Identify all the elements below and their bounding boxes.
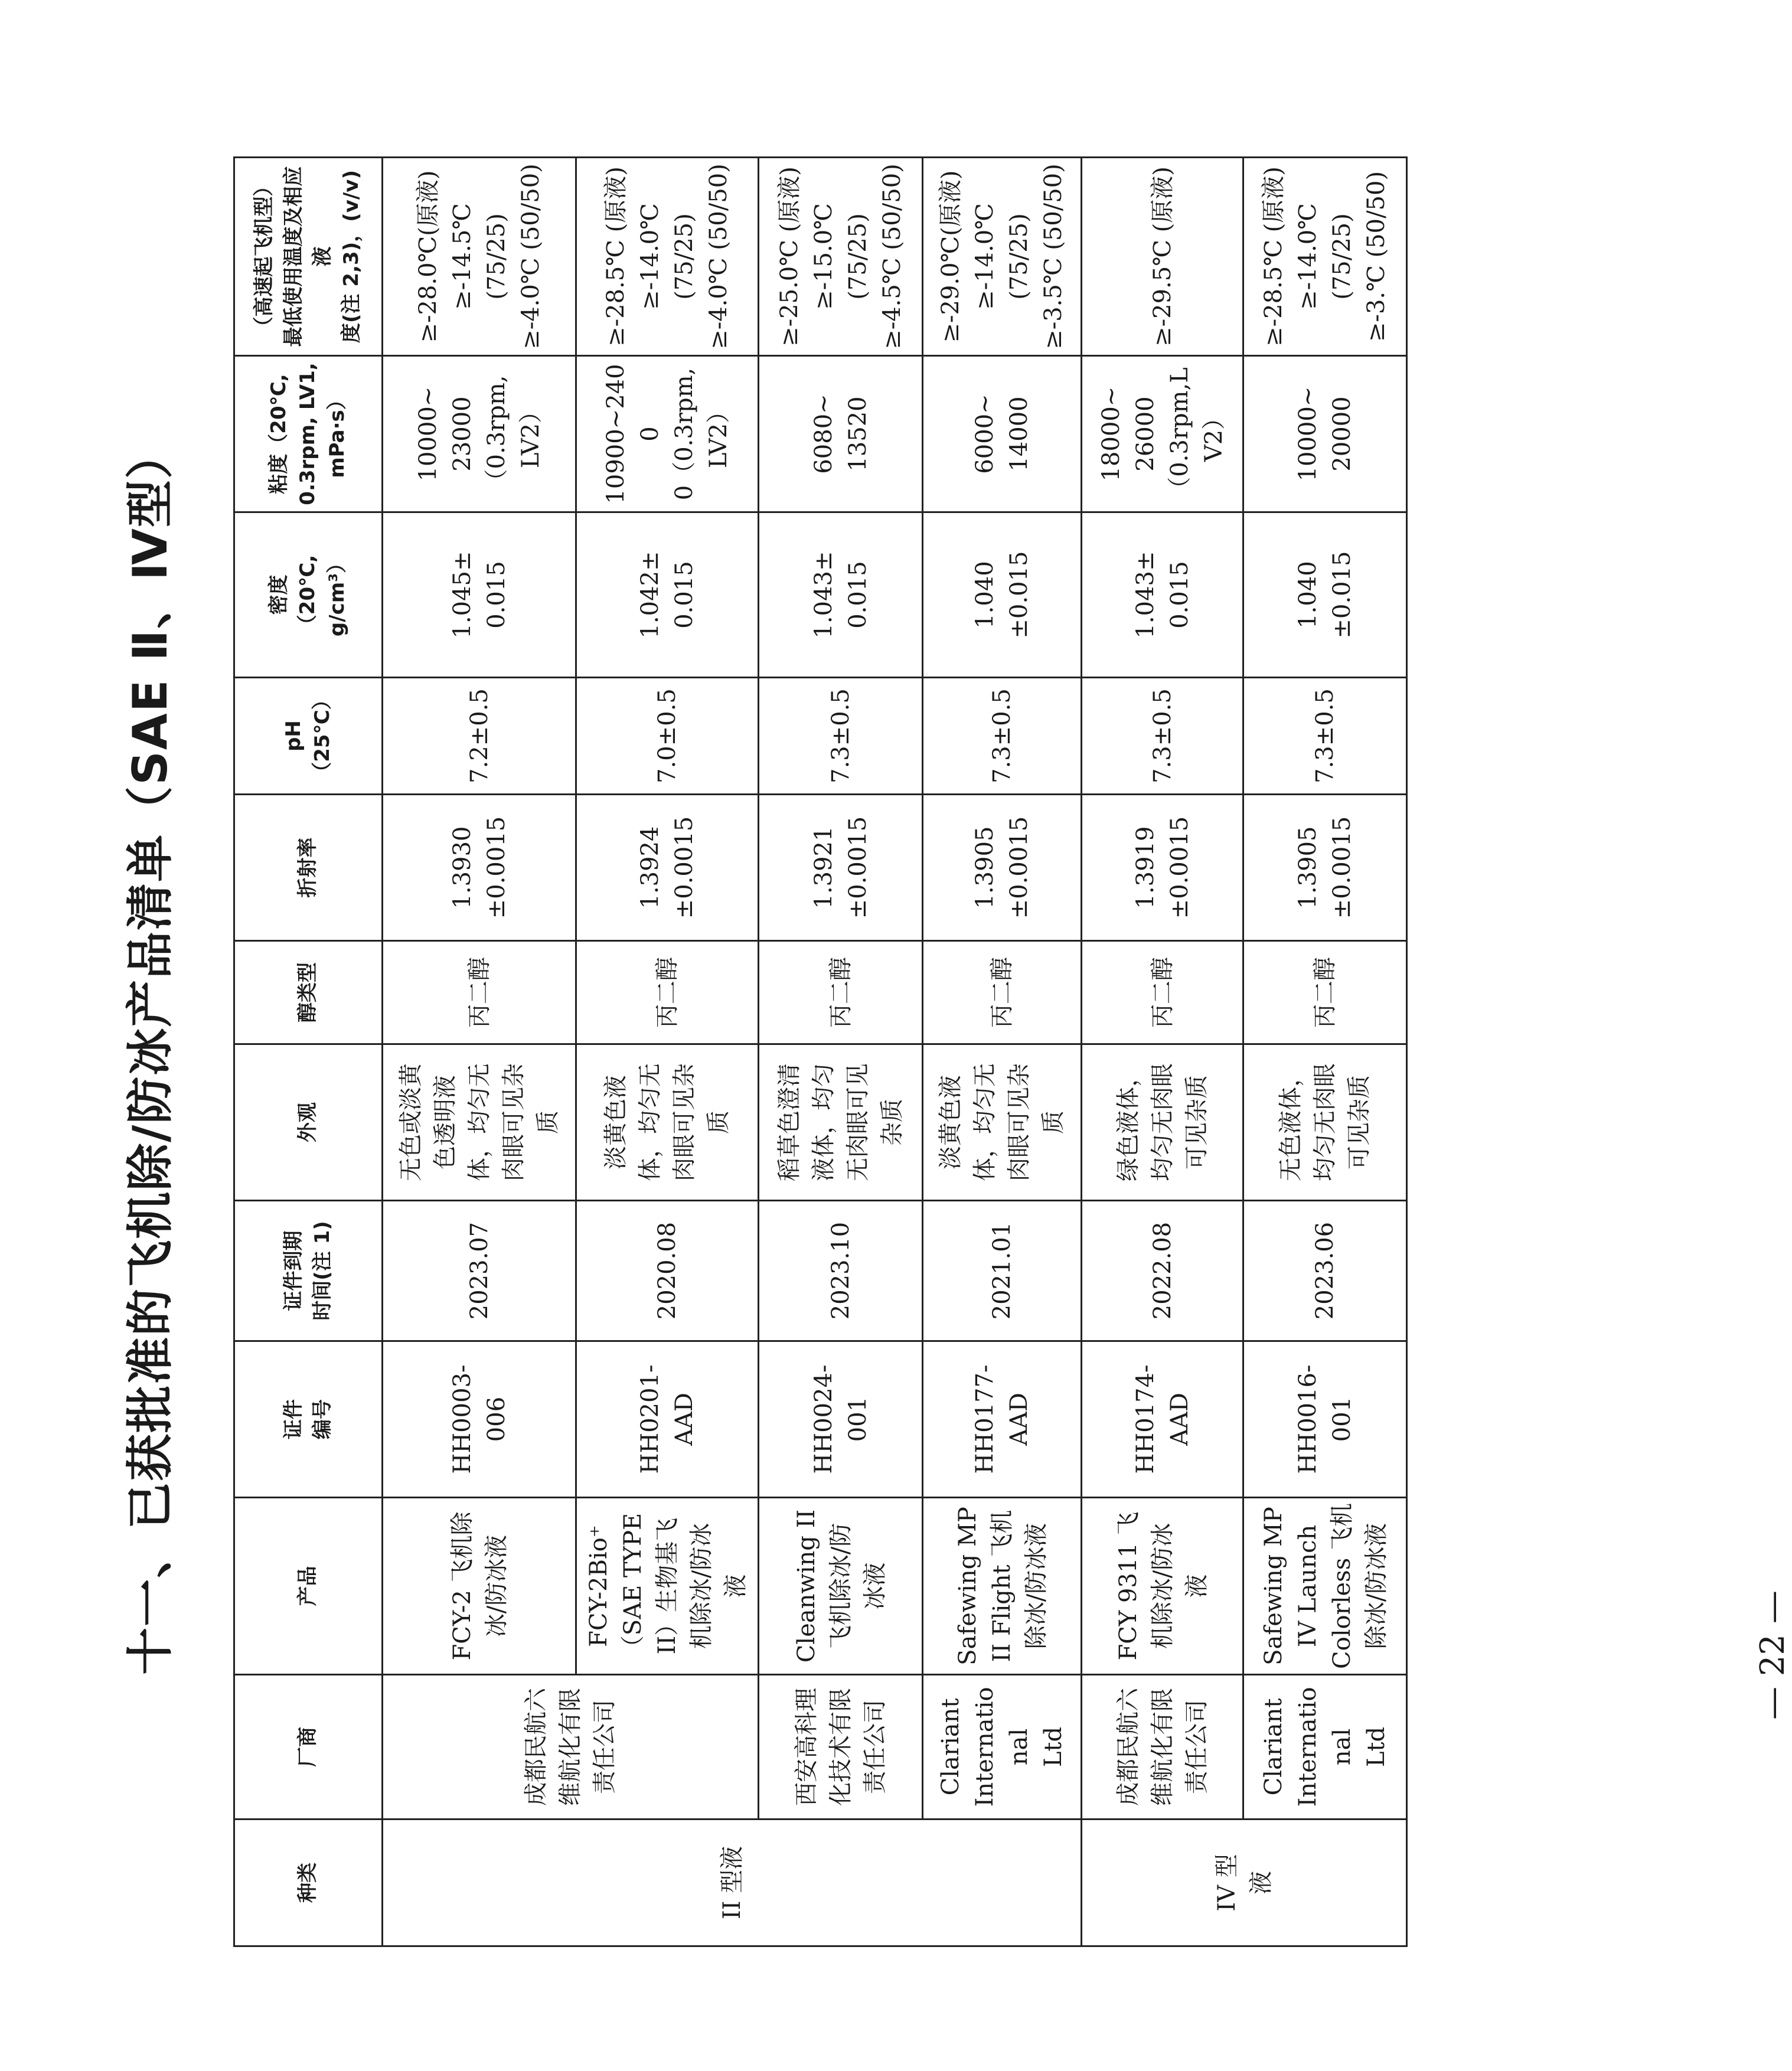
appearance-cell: 绿色液体， 均匀无肉眼 可见杂质: [1082, 1044, 1243, 1201]
rotated-page-content: [6, 158, 1792, 1947]
header-ph: pH （25℃）: [234, 678, 383, 795]
table-row: [923, 158, 1082, 1946]
ph-cell: 7.3±0.5: [1243, 678, 1407, 795]
manufacturer-cell: 成都民航六 维航化有限 责任公司: [383, 1675, 759, 1820]
appearance-cell: 淡黄色液 体，均匀无 肉眼可见杂 质: [923, 1044, 1082, 1201]
min-temp-cell: ≥-28.5℃ (原液) ≥-14.0℃ (75/25) ≥-3.℃ (50/50): [1243, 158, 1407, 356]
expiry-cell: 2023.07: [383, 1201, 576, 1341]
manufacturer-cell: Clariant International Ltd: [1243, 1675, 1407, 1820]
header-min-temp: （高速起飞机型） 最低使用温度及相应液 度(注 2,3)，(v/v): [234, 158, 383, 356]
min-temp-cell: ≥-28.0℃(原液) ≥-14.5℃ (75/25) ≥-4.0℃ (50/50): [383, 158, 576, 356]
viscosity-cell: 10000~ 23000 （0.3rpm, LV2）: [383, 356, 576, 512]
appearance-cell: 稻草色澄清 液体，均匀 无肉眼可见 杂质: [759, 1044, 923, 1201]
header-refractive: 折射率: [234, 795, 383, 941]
expiry-cell: 2023.10: [759, 1201, 923, 1341]
viscosity-cell: 10900~2400 0（0.3rpm, LV2）: [576, 356, 759, 512]
cert-no-cell: HH0201-AAD: [576, 1341, 759, 1498]
alcohol-cell: 丙二醇: [383, 941, 576, 1044]
header-type: 种类: [234, 1820, 383, 1946]
cert-no-cell: HH0003-006: [383, 1341, 576, 1498]
page-number: — 22 —: [1754, 1590, 1792, 1720]
type-cell: II 型液: [383, 1820, 1082, 1946]
refractive-cell: 1.3905 ±0.0015: [923, 795, 1082, 941]
refractive-cell: 1.3921 ±0.0015: [759, 795, 923, 941]
page-title: 十一、已获批准的飞机除/防冰产品清单（SAE Ⅱ、Ⅳ型）: [123, 430, 178, 1675]
header-product: 产品: [234, 1498, 383, 1675]
header-manufacturer: 厂商: [234, 1675, 383, 1820]
cert-no-cell: HH0177-AAD: [923, 1341, 1082, 1498]
manufacturer-cell: 成都民航六 维航化有限 责任公司: [1082, 1675, 1243, 1820]
min-temp-cell: ≥-29.0℃(原液) ≥-14.0℃ (75/25) ≥-3.5℃ (50/50): [923, 158, 1082, 356]
density-cell: 1.045± 0.015: [383, 512, 576, 678]
ph-cell: 7.3±0.5: [1082, 678, 1243, 795]
product-cell: Safewing MP II Flight 飞机 除冰/防冰液: [923, 1498, 1082, 1675]
alcohol-cell: 丙二醇: [1082, 941, 1243, 1044]
expiry-cell: 2022.08: [1082, 1201, 1243, 1341]
header-density: 密度 （20℃, g/cm³）: [234, 512, 383, 678]
min-temp-cell: ≥-25.0℃ (原液) ≥-15.0℃ (75/25) ≥-4.5℃ (50/50): [759, 158, 923, 356]
density-cell: 1.043± 0.015: [759, 512, 923, 678]
header-cert-no: 证件 编号: [234, 1341, 383, 1498]
viscosity-cell: 6080~ 13520: [759, 356, 923, 512]
ph-cell: 7.0±0.5: [576, 678, 759, 795]
table-row: [759, 158, 923, 1946]
product-cell: Safewing MP IV Launch Colorless 飞机 除冰/防冰液: [1243, 1498, 1407, 1675]
alcohol-cell: 丙二醇: [576, 941, 759, 1044]
expiry-cell: 2020.08: [576, 1201, 759, 1341]
density-cell: 1.040 ±0.015: [1243, 512, 1407, 678]
refractive-cell: 1.3924 ±0.0015: [576, 795, 759, 941]
min-temp-cell: ≥-28.5℃ (原液) ≥-14.0℃ (75/25) ≥-4.0℃ (50/50): [576, 158, 759, 356]
product-table: [233, 156, 1408, 1947]
viscosity-cell: 18000~ 26000 （0.3rpm,L V2）: [1082, 356, 1243, 512]
expiry-cell: 2021.01: [923, 1201, 1082, 1341]
manufacturer-cell: 西安高科理 化技术有限 责任公司: [759, 1675, 923, 1820]
min-temp-cell: ≥-29.5℃ (原液): [1082, 158, 1243, 356]
viscosity-cell: 10000~ 20000: [1243, 356, 1407, 512]
type-cell: IV 型 液: [1082, 1820, 1407, 1946]
header-alcohol: 醇类型: [234, 941, 383, 1044]
ph-cell: 7.2±0.5: [383, 678, 576, 795]
density-cell: 1.043± 0.015: [1082, 512, 1243, 678]
expiry-cell: 2023.06: [1243, 1201, 1407, 1341]
table-header-row: [234, 158, 383, 1946]
table-row: [1243, 158, 1407, 1946]
ph-cell: 7.3±0.5: [923, 678, 1082, 795]
density-cell: 1.040 ±0.015: [923, 512, 1082, 678]
density-cell: 1.042± 0.015: [576, 512, 759, 678]
alcohol-cell: 丙二醇: [759, 941, 923, 1044]
product-cell: FCY 9311 飞 机除冰/防冰 液: [1082, 1498, 1243, 1675]
alcohol-cell: 丙二醇: [1243, 941, 1407, 1044]
cert-no-cell: HH0024-001: [759, 1341, 923, 1498]
appearance-cell: 无色液体， 均匀无肉眼 可见杂质: [1243, 1044, 1407, 1201]
cert-no-cell: HH0016-001: [1243, 1341, 1407, 1498]
product-cell: FCY-2Bio⁺ （SAE TYPE II）生物基飞 机除冰/防冰 液: [576, 1498, 759, 1675]
refractive-cell: 1.3930 ±0.0015: [383, 795, 576, 941]
appearance-cell: 淡黄色液 体，均匀无 肉眼可见杂 质: [576, 1044, 759, 1201]
header-expiry: 证件到期 时间(注 1): [234, 1201, 383, 1341]
appearance-cell: 无色或淡黄 色透明液 体，均匀无 肉眼可见杂 质: [383, 1044, 576, 1201]
refractive-cell: 1.3905 ±0.0015: [1243, 795, 1407, 941]
cert-no-cell: HH0174-AAD: [1082, 1341, 1243, 1498]
refractive-cell: 1.3919 ±0.0015: [1082, 795, 1243, 941]
product-cell: FCY-2 飞机除 冰/防冰液: [383, 1498, 576, 1675]
header-viscosity: 粘度（20℃, 0.3rpm, LV1, mPa·s）: [234, 356, 383, 512]
header-appearance: 外观: [234, 1044, 383, 1201]
product-cell: Cleanwing II 飞机除冰/防 冰液: [759, 1498, 923, 1675]
ph-cell: 7.3±0.5: [759, 678, 923, 795]
table-row: [1082, 158, 1243, 1946]
viscosity-cell: 6000~ 14000: [923, 356, 1082, 512]
table-row: [383, 158, 576, 1946]
alcohol-cell: 丙二醇: [923, 941, 1082, 1044]
manufacturer-cell: Clariant International Ltd: [923, 1675, 1082, 1820]
